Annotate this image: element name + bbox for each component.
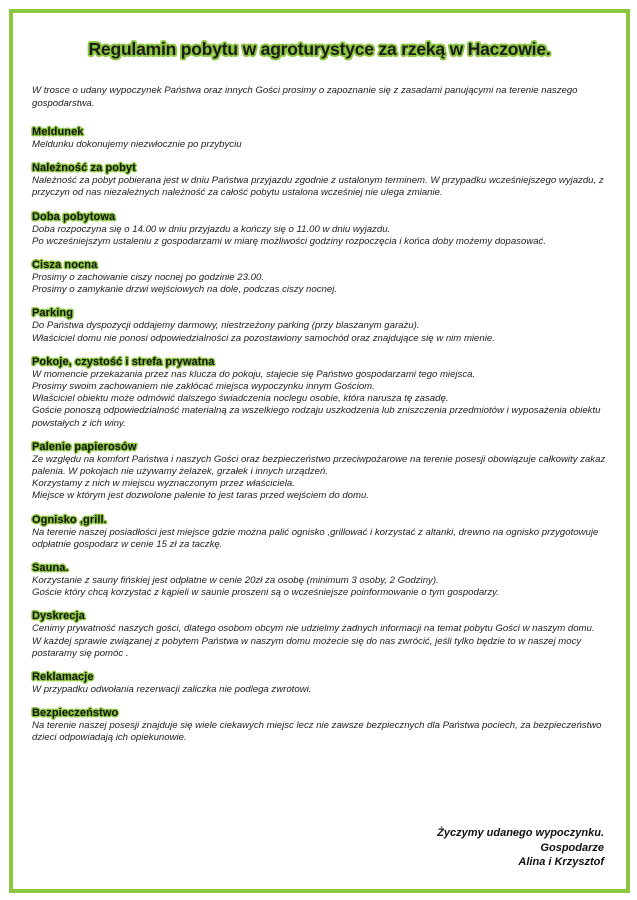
section-cisza (32, 259, 612, 296)
section-line: Do Państwa dyspozycji oddajemy darmowy, niestrzeżony parking (przy blaszanym garażu). (32, 320, 420, 332)
section-naleznosc (32, 162, 612, 199)
section-line: Właściciel obiektu może odmówić dalszego świadczenia noclegu osobie, która narusza tę zasadę. (32, 393, 449, 405)
section-pokoje (32, 356, 612, 430)
closing-wish: Życzymy udanego wypoczynku. (437, 827, 604, 839)
section-heading: Reklamacje (32, 671, 94, 684)
section-heading: Palenie papierosów (32, 440, 137, 453)
section-line: Korzystanie z sauny fińskiej jest odpłatne w cenie 20zł za osobę (minimum 3 osoby, 2 Godziny). (32, 575, 439, 587)
section-ognisko (32, 514, 612, 551)
intro-paragraph: W trosce o udany wypoczynek Państwa oraz innych Gości prosimy o zapoznanie się z zasadami panującymi na terenie naszego gospodarstwa. (32, 85, 578, 109)
section-heading: Parking (32, 307, 74, 320)
section-line: Prosimy swoim zachowaniem nie zakłócać miejsca wypoczynku innym Gościom. (32, 381, 375, 393)
section-heading: Dyskrecja (32, 610, 85, 623)
section-bezpieczenstwo (32, 707, 612, 744)
section-line: Prosimy o zamykanie drzwi wejściowych na dole, podczas ciszy nocnej. (32, 284, 337, 296)
regulations-body (32, 85, 612, 756)
section-line: Cenimy prywatność naszych gości, dlatego osobom obcym nie udzielmy żadnych informacji na temat pobytu Gości w naszym domu. (32, 623, 595, 635)
section-line: W momencie przekazania przez nas klucza do pokoju, stajecie się Państwo gospodarzami tego miejsca. (32, 368, 476, 380)
closing-host-names: Alina i Krzysztof (518, 856, 604, 868)
section-heading: Cisza nocna (32, 259, 98, 272)
section-line: W przypadku odwołania rezerwacji zaliczka nie podlega zwrotowi. (32, 684, 312, 696)
section-palenie (32, 441, 612, 503)
section-heading: Bezpieczeństwo (32, 707, 119, 720)
document-frame (9, 9, 630, 893)
section-line: Goście który chcą korzystać z kąpieli w saunie proszeni są o wcześniejsze poinformowanie o tym gospodarzy. (32, 587, 499, 599)
section-heading: Doba pobytowa (32, 210, 116, 223)
section-heading: Meldunek (32, 126, 84, 138)
section-reklamacje (32, 671, 612, 696)
section-line: Ze względu na komfort Państwa i naszych Gości oraz bezpieczeństwo przeciwpożarowe na terenie posesji obowiązuje całkowity zakaz palenia. W pokojach nie używamy żelazek, grzałek i innych urządzeń. (32, 453, 606, 478)
section-sauna (32, 562, 612, 599)
section-parking (32, 307, 612, 344)
section-line: Po wcześniejszym ustaleniu z gospodarzami w miarę możliwości godziny rozpoczęcia i końca doby możemy dopasować. (32, 235, 547, 247)
section-line: Prosimy o zachowanie ciszy nocnej po godzinie 23.00. (32, 272, 264, 284)
section-meldunek (32, 126, 612, 151)
section-line: Na terenie naszej posesji znajduje się wiele ciekawych miejsc lecz nie zawsze bezpiecznych dla Państwa pociech, za bezpieczeństwo dzieci odpowiadają ich opiekunowie. (32, 720, 602, 744)
section-doba (32, 211, 612, 248)
section-line: Na terenie naszej posiadłości jest miejsce gdzie można palić ognisko ,grillować i korzystać z altanki, drewno na ognisko przygotowuje odpłatnie gospodarz w cenie 15 zł za taczkę. (32, 526, 599, 550)
closing-hosts-label: Gospodarze (540, 841, 604, 854)
section-line: W każdej sprawie związanej z pobytem Państwa w naszym domu możecie się do nas zwrócić, jeśli tylko będzie to w naszej mocy postaramy się pomóc . (32, 635, 582, 659)
section-line: Doba rozpoczyna się o 14.00 w dniu przyjazdu a kończy się o 11.00 w dniu wyjazdu. (32, 223, 391, 235)
section-heading: Sauna. (32, 562, 69, 575)
section-dyskrecja (32, 610, 612, 660)
section-line: Meldunku dokonujemy niezwłocznie po przybyciu (32, 139, 242, 150)
section-line: Miejsce w którym jest dozwolone palenie to jest taras przed wejściem do domu. (32, 490, 369, 502)
section-line: Korzystamy z nich w miejscu wyznaczonym przez właściciela. (32, 478, 295, 490)
section-line: Należność za pobyt pobierana jest w dniu Państwa przyjazdu zgodnie z ustalonym terminem. W przypadku wcześniejszego wyjazdu, z przyczyn od nas niezależnych należność za całość pobytu ustalona wcześniej nie ulega zmianie. (32, 175, 604, 199)
page-title: Regulamin pobytu w agroturystyce za rzeką w Haczowie. (88, 39, 551, 59)
closing-signature (437, 826, 604, 870)
section-line: Goście ponoszą odpowiedzialność materialną za wszelkiego rodzaju uszkodzenia lub zniszczenia przedmiotów i wyposażenia obiektu powstałych z ich winy. (32, 405, 601, 429)
section-heading: Należność za pobyt (32, 162, 136, 175)
section-heading: Ognisko ,grill. (32, 513, 107, 526)
section-heading: Pokoje, czystość i strefa prywatna (32, 355, 215, 368)
section-line: Właściciel domu nie ponosi odpowiedzialności za pozostawiony samochód oraz znajdujące się w nim mienie. (32, 332, 495, 344)
